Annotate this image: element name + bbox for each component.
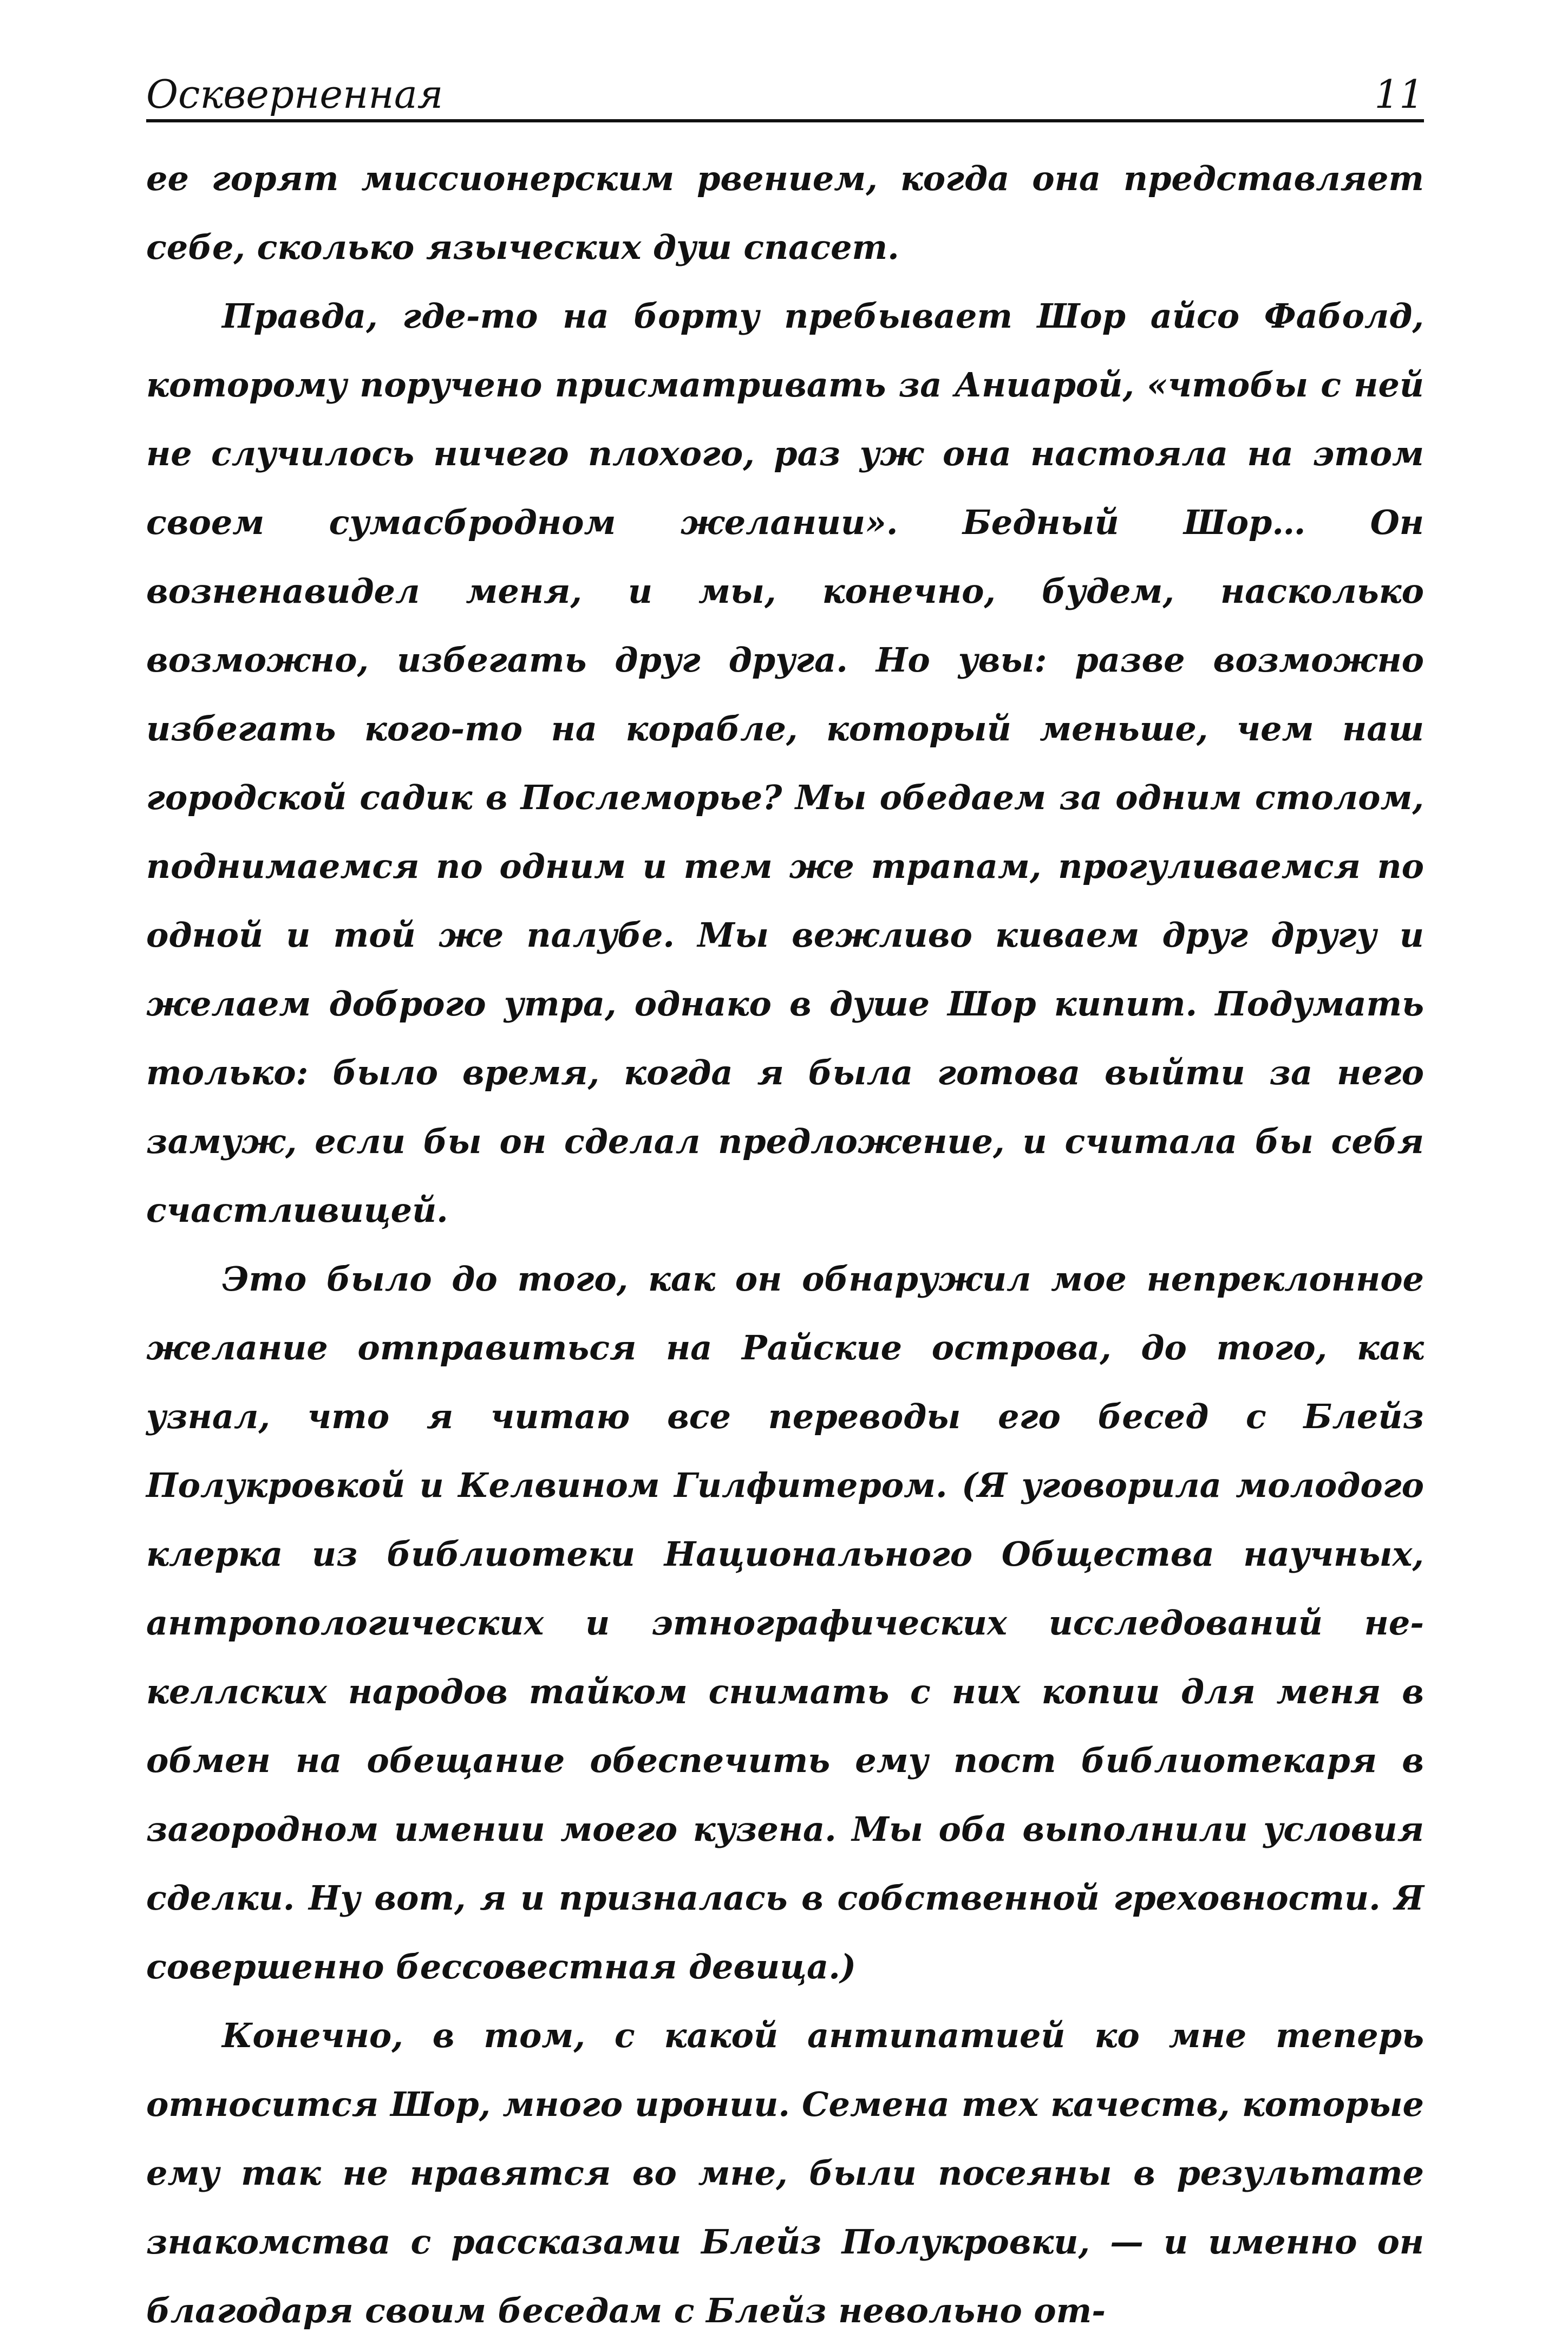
paragraph: Конечно, в том, с какой антипатией ко мне теперь относится Шор, много иронии. Семена тех качеств, которые ему так не нравятся во мне, были посеяны в результате знакомства с рассказами Блейз Полукровки, — и именно он благодаря своим беседам с Блейз невольно от-	[146, 2016, 1424, 2330]
paragraph-continued: ее горят миссионерским рвением, когда она представляет себе, сколько языческих душ спасет.	[146, 159, 1424, 267]
page-body	[146, 144, 1424, 2345]
header-rule	[146, 119, 1424, 122]
book-page	[146, 60, 1424, 2330]
running-header	[146, 60, 1424, 117]
page-number: 11	[1374, 71, 1424, 117]
paragraph: Правда, где-то на борту пребывает Шор айсо Фаболд, которому поручено присматривать за Аниарой, «чтобы с ней не случилось ничего плохого, раз уж она настояла на этом своем сумасбродном желании». Бедный Шор… Он возненавидел меня, и мы, конечно, будем, насколько возможно, избегать друг друга. Но увы: разве возможно избегать кого-то на корабле, который меньше, чем наш городской садик в Послеморье? Мы обедаем за одним столом, поднимаемся по одним и тем же трапам, прогуливаемся по одной и той же палубе. Мы вежливо киваем друг другу и желаем доброго утра, однако в душе Шор кипит. Подумать только: было время, когда я была готова выйти за него замуж, если бы он сделал предложение, и считала бы себя счастливицей.	[146, 296, 1424, 1230]
paragraph: Это было до того, как он обнаружил мое непреклонное желание отправиться на Райские острова, до того, как узнал, что я читаю все переводы его бесед с Блейз Полукровкой и Келвином Гилфитером. (Я уговорила молодого клерка из библиотеки Национального Общества научных, антропологических и этнографических исследований не-келлских народов тайком снимать с них копии для меня в обмен на обещание обеспечить ему пост библиотекаря в загородном имении моего кузена. Мы оба выполнили условия сделки. Ну вот, я и призналась в собственной греховности. Я совершенно бессовестная девица.)	[146, 1259, 1424, 1986]
running-title: Оскверненная	[146, 71, 443, 117]
